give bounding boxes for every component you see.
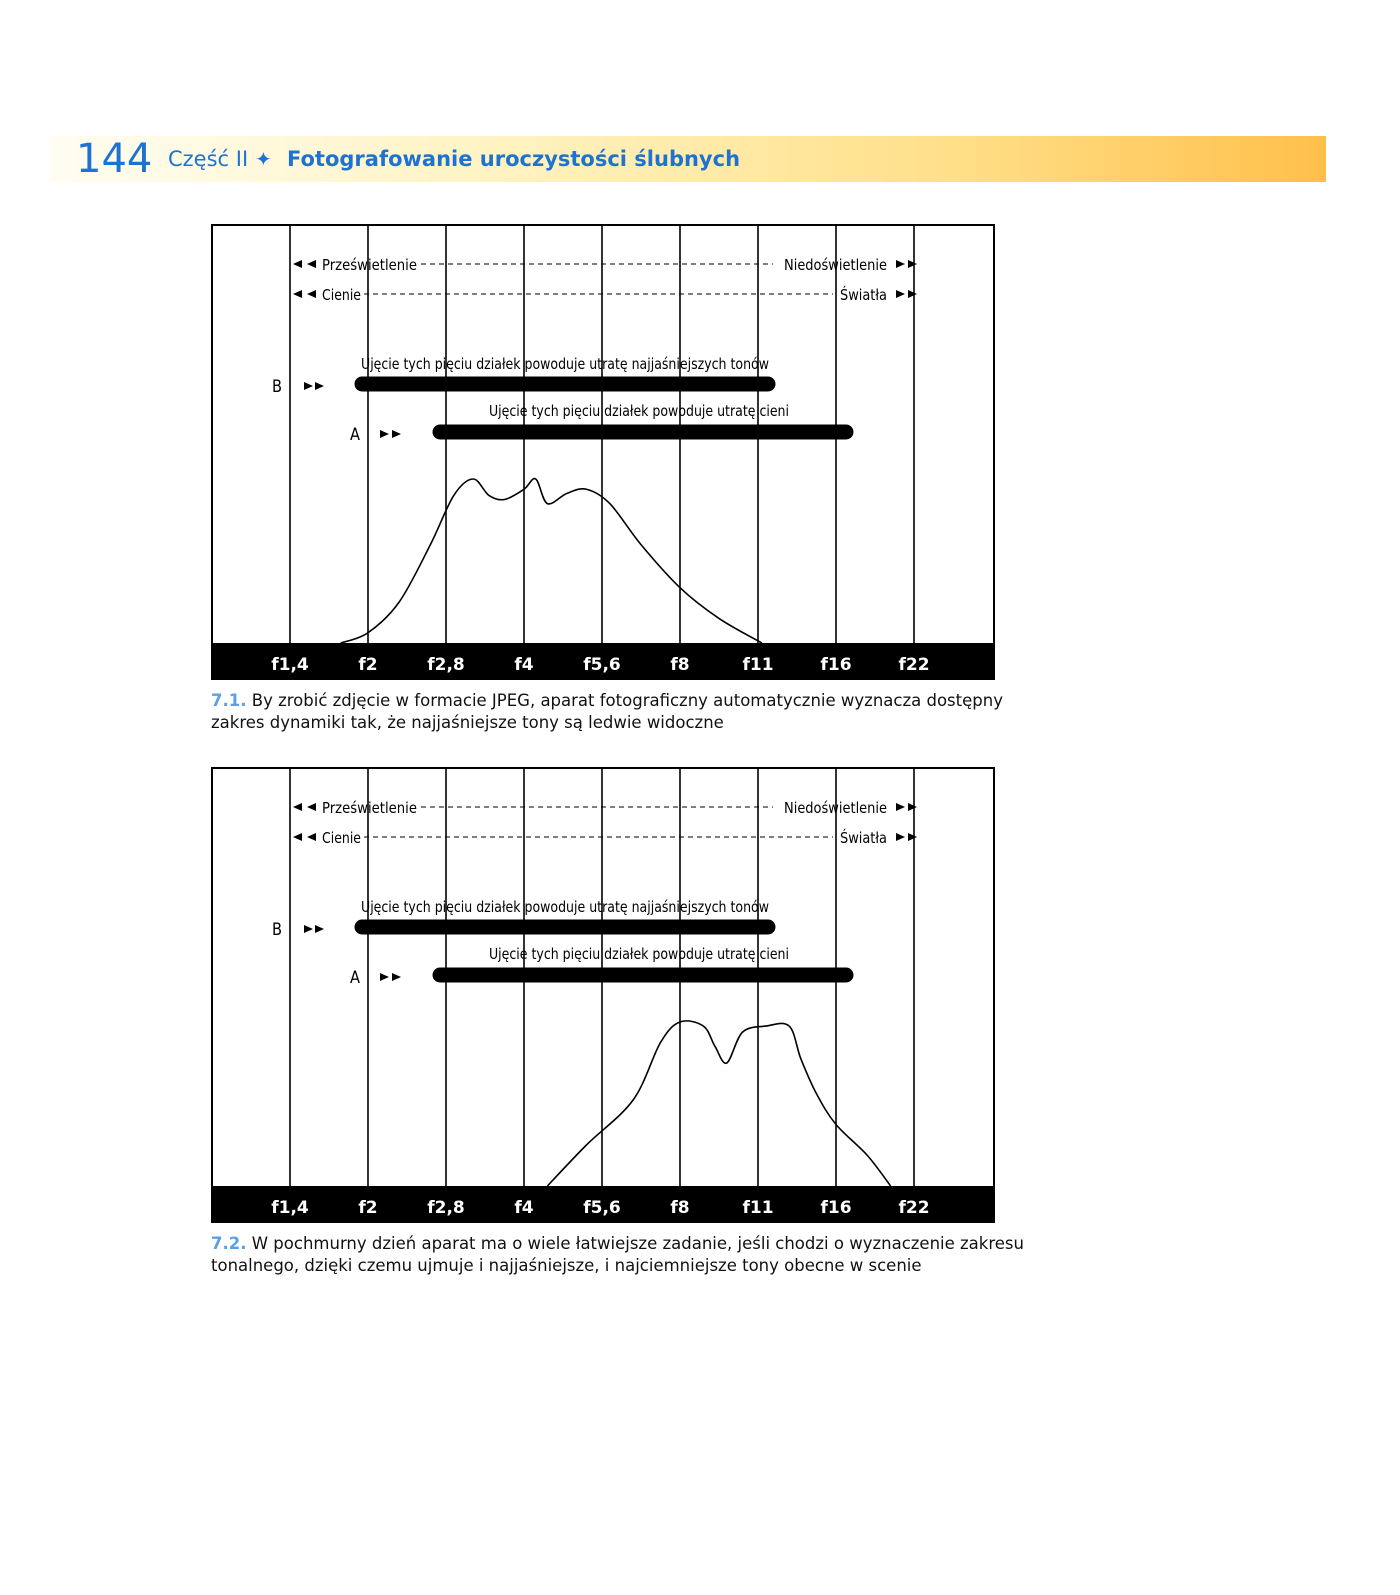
- overexposure-label: Prześwietlenie: [322, 799, 417, 817]
- figure-caption: [211, 1233, 1051, 1277]
- caption-text: By zrobić zdjęcie w formacie JPEG, aparat fotograficzny automatycznie wyznacza dostępny zakres dynamiki tak, że najjaśniejsze tony są ledwie widoczne: [211, 691, 1003, 732]
- x-tick-label: f5,6: [583, 655, 621, 675]
- x-tick-label: f11: [742, 655, 774, 675]
- figure-7-2: [211, 767, 995, 1223]
- highlights-label: Światła: [840, 829, 895, 847]
- x-tick-label: f4: [514, 1198, 534, 1218]
- tonal-range-chart: [211, 224, 995, 680]
- bar-a-label: A: [350, 968, 361, 988]
- caption-number: 7.1.: [211, 691, 247, 710]
- overexposure-label: Prześwietlenie: [322, 256, 417, 274]
- x-tick-label: f11: [742, 1198, 774, 1218]
- bar-a-description: Ujęcie tych pięciu działek powoduje utratę cieni: [489, 402, 789, 420]
- x-tick-label: f2,8: [427, 655, 465, 675]
- bar-b-label: B: [272, 377, 282, 397]
- x-tick-label: f4: [514, 655, 534, 675]
- x-tick-label: f16: [820, 1198, 852, 1218]
- x-tick-label: f1,4: [271, 1198, 309, 1218]
- x-tick-label: f2: [358, 655, 378, 675]
- shadows-label: Cienie: [322, 829, 361, 847]
- caption-number: 7.2.: [211, 1234, 247, 1253]
- bar-b-description: Ujęcie tych pięciu działek powoduje utratę najjaśniejszych tonów: [361, 898, 769, 916]
- page-number: 144: [76, 136, 153, 182]
- chapter-title: Fotografowanie uroczystości ślubnych: [287, 147, 741, 171]
- underexposure-label: Niedoświetlenie: [784, 256, 887, 274]
- figure-7-1: [211, 224, 995, 680]
- x-tick-label: f5,6: [583, 1198, 621, 1218]
- highlights-label: Światła: [840, 286, 895, 304]
- separator-diamond-icon: ✦: [255, 147, 272, 171]
- caption-text: W pochmurny dzień aparat ma o wiele łatwiejsze zadanie, jeśli chodzi o wyznaczenie zakresu tonalnego, dzięki czemu ujmuje i najjaśniejsze, i najciemniejsze tony obecne w scenie: [211, 1234, 1024, 1275]
- bar-a-label: A: [350, 425, 361, 445]
- x-tick-label: f8: [670, 655, 690, 675]
- figure-caption: [211, 690, 1051, 734]
- x-tick-label: f8: [670, 1198, 690, 1218]
- x-tick-label: f2: [358, 1198, 378, 1218]
- tonal-range-chart: [211, 767, 995, 1223]
- bar-b-description: Ujęcie tych pięciu działek powoduje utratę najjaśniejszych tonów: [361, 355, 769, 373]
- x-tick-label: f22: [898, 1198, 930, 1218]
- x-tick-label: f16: [820, 655, 852, 675]
- shadows-label: Cienie: [322, 286, 361, 304]
- bar-a-description: Ujęcie tych pięciu działek powoduje utratę cieni: [489, 945, 789, 963]
- part-label: Część II: [168, 147, 249, 171]
- bar-b-label: B: [272, 920, 282, 940]
- x-tick-label: f22: [898, 655, 930, 675]
- x-tick-label: f2,8: [427, 1198, 465, 1218]
- x-tick-label: f1,4: [271, 655, 309, 675]
- underexposure-label: Niedoświetlenie: [784, 799, 887, 817]
